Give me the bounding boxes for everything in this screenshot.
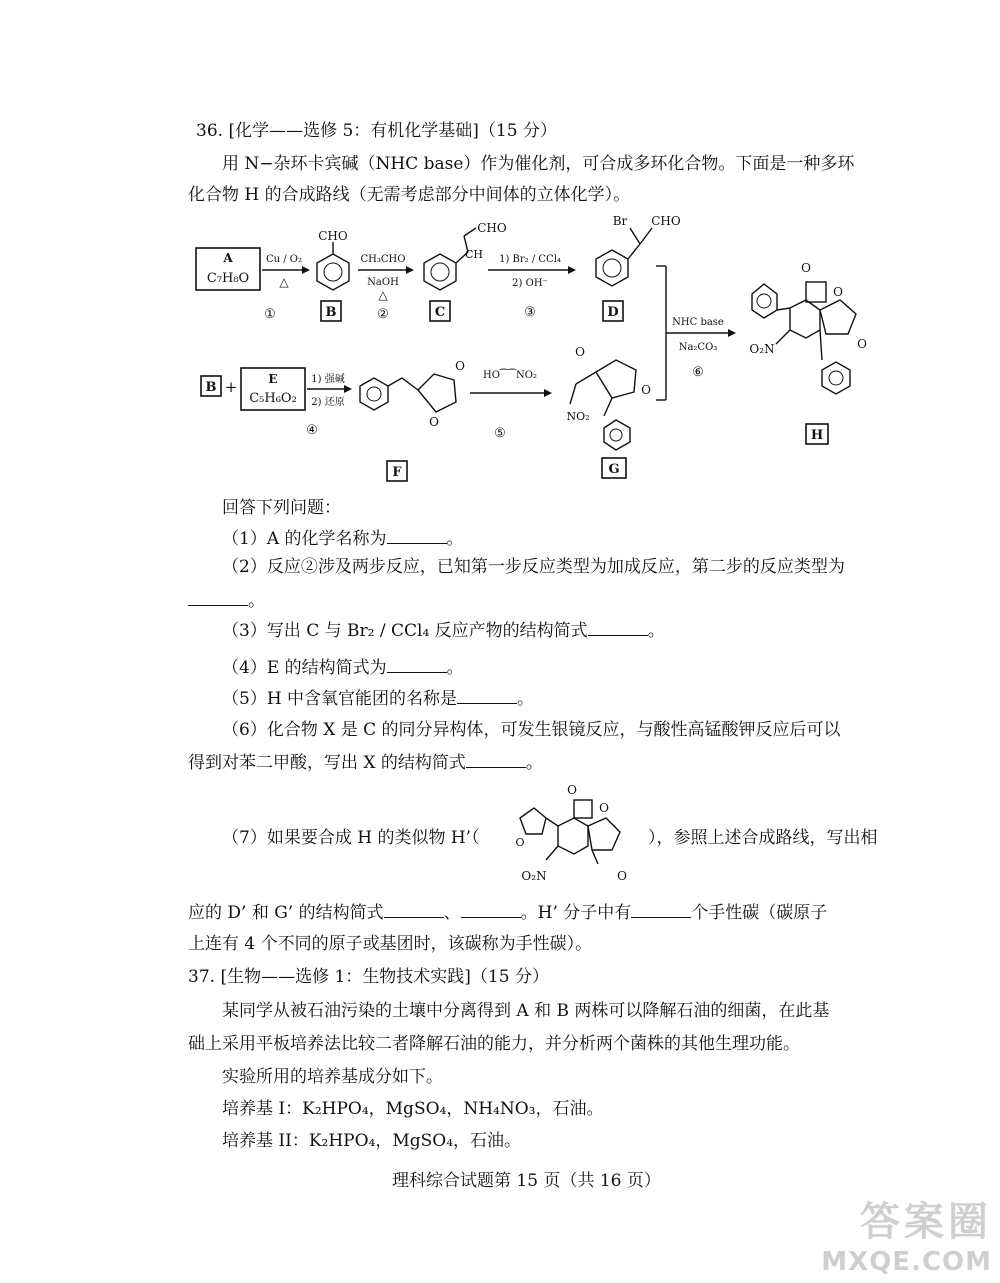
- compound-E-formula: C₅H₆O₂: [249, 391, 297, 406]
- item-6: [222, 719, 841, 741]
- compound-A-label: A: [223, 251, 233, 265]
- item-2: [222, 556, 845, 578]
- reaction3-number: ③: [524, 305, 536, 320]
- compound-D-br: Br: [612, 214, 628, 228]
- reaction5-reagent: HO⁀⁀NO₂: [483, 370, 537, 381]
- watermark-logo: [821, 1190, 992, 1277]
- q37-medium-2: 培养基 II：K₂HPO₄，MgSO₄，石油。: [222, 1131, 522, 1151]
- q36-intro-line2: 化合物 H 的合成路线（无需考虑部分中间体的立体化学）。: [188, 185, 631, 205]
- compound-hprime-structure: [500, 780, 650, 890]
- item-7-text1: （7）如果要合成 H 的类似物 H’（: [222, 828, 480, 848]
- item-2-blank[interactable]: [188, 591, 248, 606]
- compound-G-o2: O: [641, 383, 651, 397]
- compound-C-ch: CH: [464, 248, 484, 261]
- item-6-continued: 得到对苯二甲酸，写出 X 的结构简式 。: [188, 753, 543, 773]
- item-5-text: （5）H 中含氧官能团的名称是: [222, 689, 458, 709]
- compound-F-o1: O: [455, 359, 465, 373]
- item-4: （4）E 的结构简式为 。: [222, 658, 464, 678]
- item-5: （5）H 中含氧官能团的名称是 。: [222, 689, 535, 709]
- reaction6-number: ⑥: [692, 365, 704, 380]
- watermark-small: MXQE.COM: [821, 1247, 992, 1277]
- hprime-o4: O: [515, 836, 525, 849]
- hprime-o3: O: [617, 869, 627, 883]
- compound-G-no2: NO₂: [566, 410, 590, 423]
- compound-F-label: F: [392, 465, 402, 480]
- item-4-blank[interactable]: [387, 658, 447, 673]
- compound-F-structure: [360, 374, 456, 412]
- reaction5-number: ⑤: [494, 426, 506, 441]
- item-3-blank[interactable]: [588, 621, 648, 636]
- compound-C-label: C: [434, 305, 446, 320]
- compound-D-structure: [596, 228, 652, 286]
- item-1-blank[interactable]: [387, 529, 447, 544]
- item-2-continued: 。: [188, 590, 265, 612]
- item-1: （1）A 的化学名称为 。: [222, 529, 464, 549]
- compound-B-label: B: [325, 305, 337, 320]
- compound-H-o3: O: [857, 337, 867, 351]
- item-7-text2: ），参照上述合成路线，写出相: [648, 828, 878, 848]
- q36-intro-line1: 用 N−杂环卡宾碱（NHC base）作为催化剂，可合成多环化合物。下面是一种多环: [222, 154, 855, 174]
- q37-para1: 某同学从被石油污染的土壤中分离得到 A 和 B 两株可以降解石油的细菌，在此基: [222, 1001, 830, 1021]
- compound-D-label: D: [607, 305, 619, 320]
- q37-para3: 实验所用的培养基成分如下。: [222, 1067, 443, 1087]
- compound-H-o2: O: [833, 285, 843, 299]
- item-4-text: （4）E 的结构简式为: [222, 658, 387, 678]
- synthesis-scheme: [0, 0, 1000, 500]
- reaction6-catalyst: NHC base: [672, 317, 724, 328]
- watermark-big: 答案圈: [860, 1199, 992, 1245]
- reaction1-number: ①: [264, 307, 276, 322]
- item-7-blank-g[interactable]: [461, 903, 521, 918]
- item-6-text: （6）化合物 X 是 C 的同分异构体，可发生银镜反应，与酸性高锰酸钾反应后可以: [222, 720, 841, 740]
- compound-G-label: G: [608, 462, 620, 477]
- reaction2-base: NaOH: [367, 277, 399, 288]
- item-3-text: （3）写出 C 与 Br₂ / CCl₄ 反应产物的结构简式: [222, 621, 588, 641]
- reaction6-base: Na₂CO₃: [678, 342, 718, 353]
- compound-H-o1: O: [801, 261, 811, 275]
- compound-G-structure: [570, 360, 636, 450]
- plus-sign: +: [224, 378, 238, 396]
- reaction2-reagent: CH₃CHO: [360, 254, 406, 265]
- reaction4-number: ④: [306, 423, 318, 438]
- compound-C-cho: CHO: [477, 221, 507, 235]
- item-7-continued: [188, 902, 827, 924]
- item-6-blank[interactable]: [466, 753, 526, 768]
- reaction2-number: ②: [377, 307, 389, 322]
- item-7-note: 上连有 4 个不同的原子或基团时，该碳称为手性碳）。: [188, 934, 593, 954]
- reaction2-heat: △: [378, 288, 388, 302]
- hprime-no2: O₂N: [521, 869, 547, 883]
- item-2-text: （2）反应②涉及两步反应，已知第一步反应类型为加成反应，第二步的反应类型为: [222, 557, 845, 577]
- q37-para2: 础上采用平板培养法比较二者降解石油的能力，并分析两个菌株的其他生理功能。: [188, 1034, 800, 1054]
- reaction4-step2: 2) 还原: [311, 397, 345, 408]
- reaction1-reagent: Cu / O₂: [265, 254, 303, 265]
- item-1-text: （1）A 的化学名称为: [222, 529, 387, 549]
- item-5-blank[interactable]: [457, 689, 517, 704]
- item-7-right: [648, 827, 878, 849]
- hprime-o2: O: [599, 801, 609, 815]
- reaction4-step1: 1) 强碱: [311, 374, 345, 385]
- reaction1-heat: △: [279, 275, 289, 289]
- compound-F-o2: O: [429, 415, 439, 429]
- hprime-o1: O: [567, 783, 577, 797]
- item-6-text2: 得到对苯二甲酸，写出 X 的结构简式: [188, 753, 466, 773]
- item-7-blank-chiral[interactable]: [631, 903, 691, 918]
- q37-medium-1: 培养基 I：K₂HPO₄，MgSO₄，NH₄NO₃，石油。: [222, 1099, 604, 1119]
- q37-header: 37. [生物——选修 1：生物技术实践]（15 分）: [188, 967, 549, 987]
- item-7-blank-d[interactable]: [384, 903, 444, 918]
- compound-E-label: E: [268, 372, 278, 386]
- item-7-sep: 、: [443, 903, 461, 923]
- item-7-text3: 应的 D’ 和 G’ 的结构简式: [188, 903, 384, 923]
- compound-H-label: H: [810, 428, 824, 443]
- compound-B-structure: [317, 242, 349, 290]
- compound-D-cho: CHO: [651, 214, 681, 228]
- item-7: [222, 827, 480, 849]
- compound-H-no2: O₂N: [749, 342, 775, 356]
- item-7-text5: 个手性碳（碳原子: [691, 903, 828, 923]
- item-7-text4: 。H’ 分子中有: [520, 903, 632, 923]
- answer-intro: 回答下列问题：: [222, 498, 341, 518]
- compound-B2-label: B: [205, 380, 217, 395]
- compound-G-o1: O: [575, 345, 585, 359]
- reaction3-reagent1: 1) Br₂ / CCl₄: [499, 254, 561, 265]
- q36-header: 36. [化学——选修 5：有机化学基础]（15 分）: [196, 121, 557, 141]
- compound-A-formula: C₇H₈O: [206, 271, 250, 286]
- reaction3-reagent2: 2) OH⁻: [512, 278, 548, 289]
- item-3: （3）写出 C 与 Br₂ / CCl₄ 反应产物的结构简式 。: [222, 621, 665, 641]
- page-footer: 理科综合试题第 15 页（共 16 页）: [392, 1171, 661, 1191]
- compound-B-cho: CHO: [318, 229, 348, 243]
